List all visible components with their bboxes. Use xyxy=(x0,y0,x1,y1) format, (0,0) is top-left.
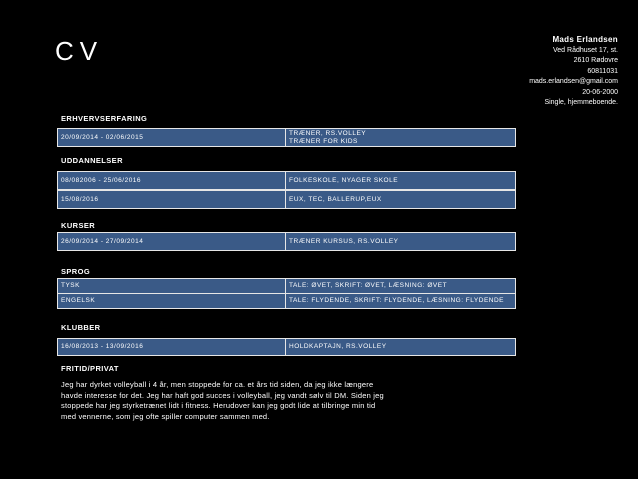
section-heading-fritid: FRITID/PRIVAT xyxy=(61,364,119,373)
fritid-paragraph xyxy=(61,380,411,422)
contact-name: Mads Erlandsen xyxy=(552,35,618,44)
row-details: TRÆNER KURSUS, RS.VOLLEY xyxy=(285,233,515,250)
table-row xyxy=(57,232,516,251)
row-language: ENGELSK xyxy=(61,297,96,304)
paragraph-line: havde interesse for det. Jeg har haft god succes i volleyball, jeg vandt sølv til DM. Siden jeg xyxy=(61,390,384,400)
table-row xyxy=(57,338,516,356)
section-heading-kurser: KURSER xyxy=(61,221,96,230)
paragraph-line: med vennerne, som jeg ofte spiller computer sammen med. xyxy=(61,411,270,421)
row-details: TALE: ØVET, SKRIFT: ØVET, LÆSNING: ØVET xyxy=(285,279,515,293)
row-details: FOLKESKOLE, NYAGER SKOLE xyxy=(285,172,515,189)
contact-block xyxy=(418,35,618,109)
row-date: 15/08/2016 xyxy=(61,195,99,203)
row-details: HOLDKAPTAJN, RS.VOLLEY xyxy=(285,339,515,355)
page-title: CV xyxy=(55,36,104,66)
contact-phone: 60811031 xyxy=(587,67,618,75)
table-row xyxy=(57,171,516,190)
row-date: 26/09/2014 - 27/09/2014 xyxy=(61,237,144,245)
row-details: TALE: FLYDENDE, SKRIFT: FLYDENDE, LÆSNING: FLYDENDE xyxy=(285,294,515,308)
contact-city: 2610 Rødovre xyxy=(573,57,618,64)
contact-email: mads.erlandsen@gmail.com xyxy=(529,78,618,85)
section-heading-klubber: KLUBBER xyxy=(61,323,101,332)
section-heading-erhverv: ERHVERVSERFARING xyxy=(61,114,148,123)
row-language: TYSK xyxy=(61,282,80,289)
row-details: EUX, TEC, BALLERUP,EUX xyxy=(285,191,515,208)
contact-birthdate: 20-06-2000 xyxy=(582,88,618,96)
table-row xyxy=(57,190,516,209)
row-date: 20/09/2014 - 02/06/2015 xyxy=(61,133,144,141)
row-detail-line: TRÆNER, RS.VOLLEY xyxy=(289,129,367,137)
section-heading-sprog: SPROG xyxy=(61,267,91,276)
paragraph-line: stoppede har jeg styrketrænet lidt i fitness. Herudover kan jeg godt lide at tilbringe min tid xyxy=(61,401,376,410)
row-details xyxy=(285,129,515,146)
table-row xyxy=(57,128,516,147)
contact-status: Single, hjemmeboende. xyxy=(544,99,618,106)
table-row xyxy=(57,293,516,309)
row-detail-line: TRÆNER FOR KIDS xyxy=(289,137,358,145)
table-row xyxy=(57,278,516,294)
section-heading-uddannelser: UDDANNELSER xyxy=(61,156,123,165)
contact-address: Ved Rådhuset 17, st. xyxy=(553,46,618,54)
row-date: 16/08/2013 - 13/09/2016 xyxy=(61,343,144,350)
row-date: 08/082006 - 25/06/2016 xyxy=(61,176,142,184)
paragraph-line: Jeg har dyrket volleyball i 4 år, men stoppede for ca. et års tid siden, da jeg ikke længere xyxy=(61,380,374,389)
